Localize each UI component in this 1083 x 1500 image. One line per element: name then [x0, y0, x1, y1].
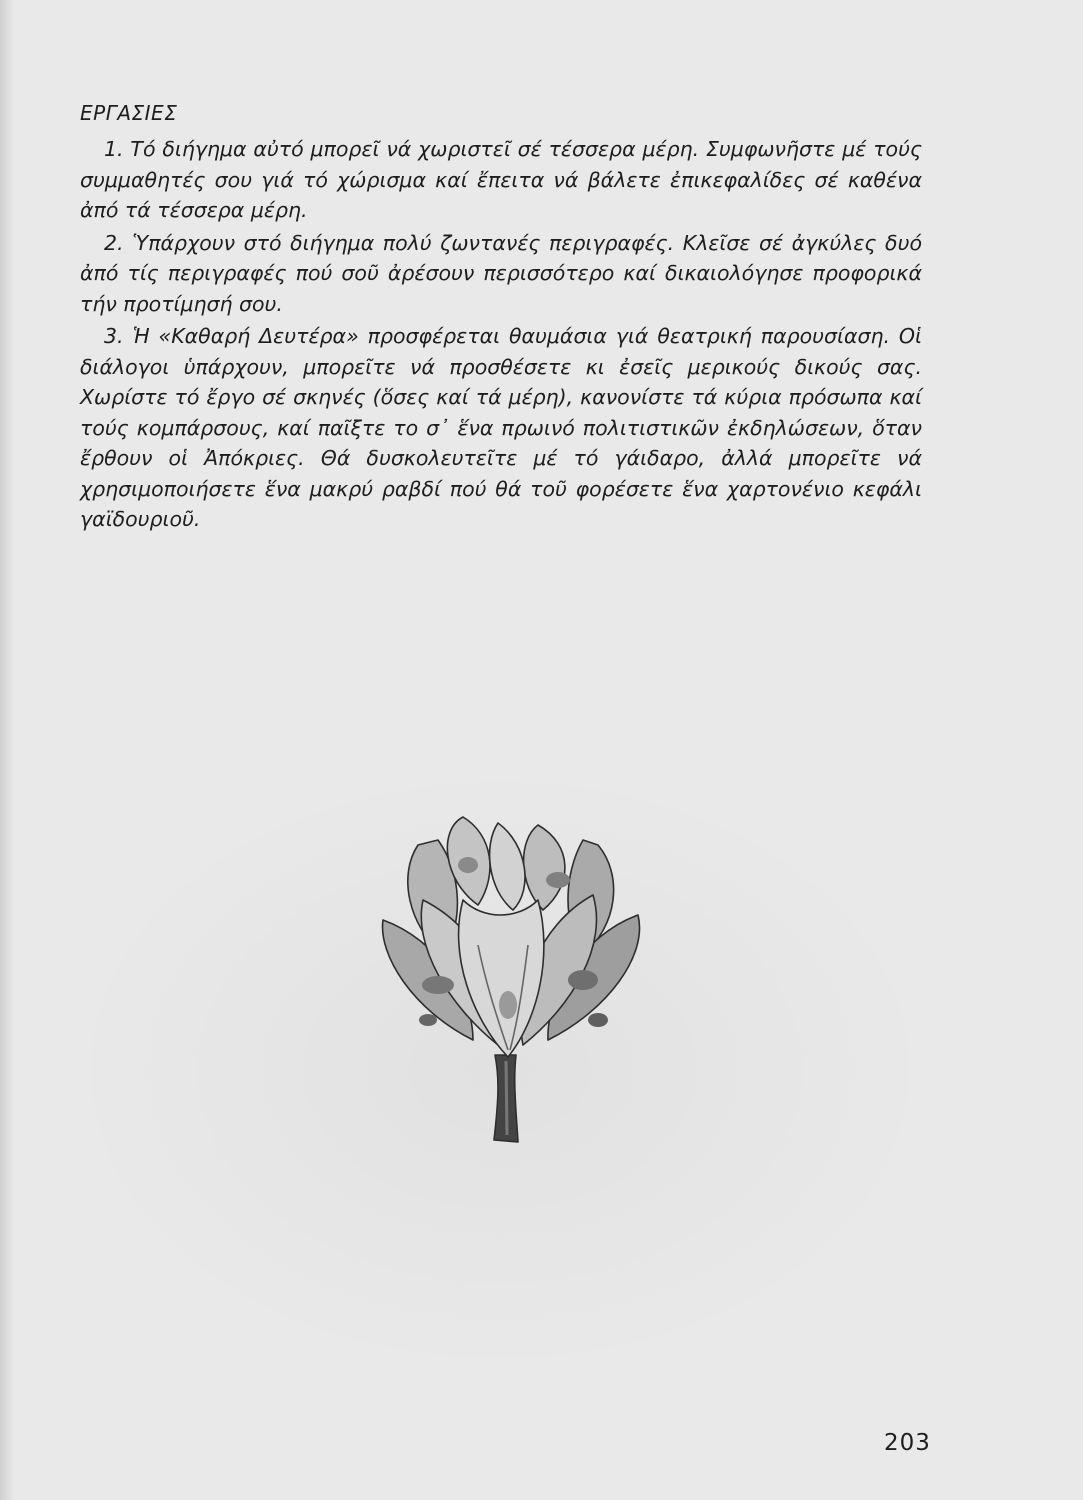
section-heading: ΕΡΓΑΣΙΕΣ — [80, 101, 178, 125]
exercise-item: 1. Τό διήγημα αὐτό μπορεῖ νά χωριστεῖ σέ τέσσερα μέρη. Συμφωνῆστε μέ τούς συμμαθητές σου γιά τό χώρισμα καί ἔπειτα νά βάλετε ἐπικεφαλίδες σέ καθένα ἀπό τά τέσσερα μέρη. — [80, 137, 922, 222]
flower-drawing-icon — [368, 805, 658, 1150]
exercise-item: 3. Ἡ «Καθαρή Δευτέρα» προσφέρεται θαυμάσια γιά θεατρική παρουσίαση. Οἱ διάλογοι ὑπάρχουν, μπορεῖτε νά προσθέσετε κι ἐσεῖς μερικούς δικούς σας. Χωρίστε τό ἔργο σέ σκηνές (ὅσες καί τά μέρη), κανονίστε τά κύρια πρόσωπα καί τούς κομπάρσους, καί παῖξτε το σ᾿ ἕνα πρωινό πολιτιστικῶν ἐκδηλώσεων, ὅταν ἔρθουν οἱ Ἀπόκριες. Θά δυσκολευτεῖτε μέ τό γάιδαρο, ἀλλά μπορεῖτε νά χρησιμοποιήσετε ἕνα μακρύ ραβδί πού θά τοῦ φορέσετε ἕνα χαρτονένιο κεφάλι γαϊδουριοῦ. — [80, 324, 922, 531]
page-edge-shadow — [0, 0, 14, 1500]
exercise-list — [80, 134, 922, 537]
page-number: 203 — [884, 1430, 931, 1456]
exercise-item: 2. Ὑπάρχουν στό διήγημα πολύ ζωντανές περιγραφές. Κλεῖσε σέ ἀγκύλες δυό ἀπό τίς περιγραφές πού σοῦ ἀρέσουν περισσότερο καί δικαιολόγησε προφορικά τήν προτίμησή σου. — [80, 230, 922, 316]
